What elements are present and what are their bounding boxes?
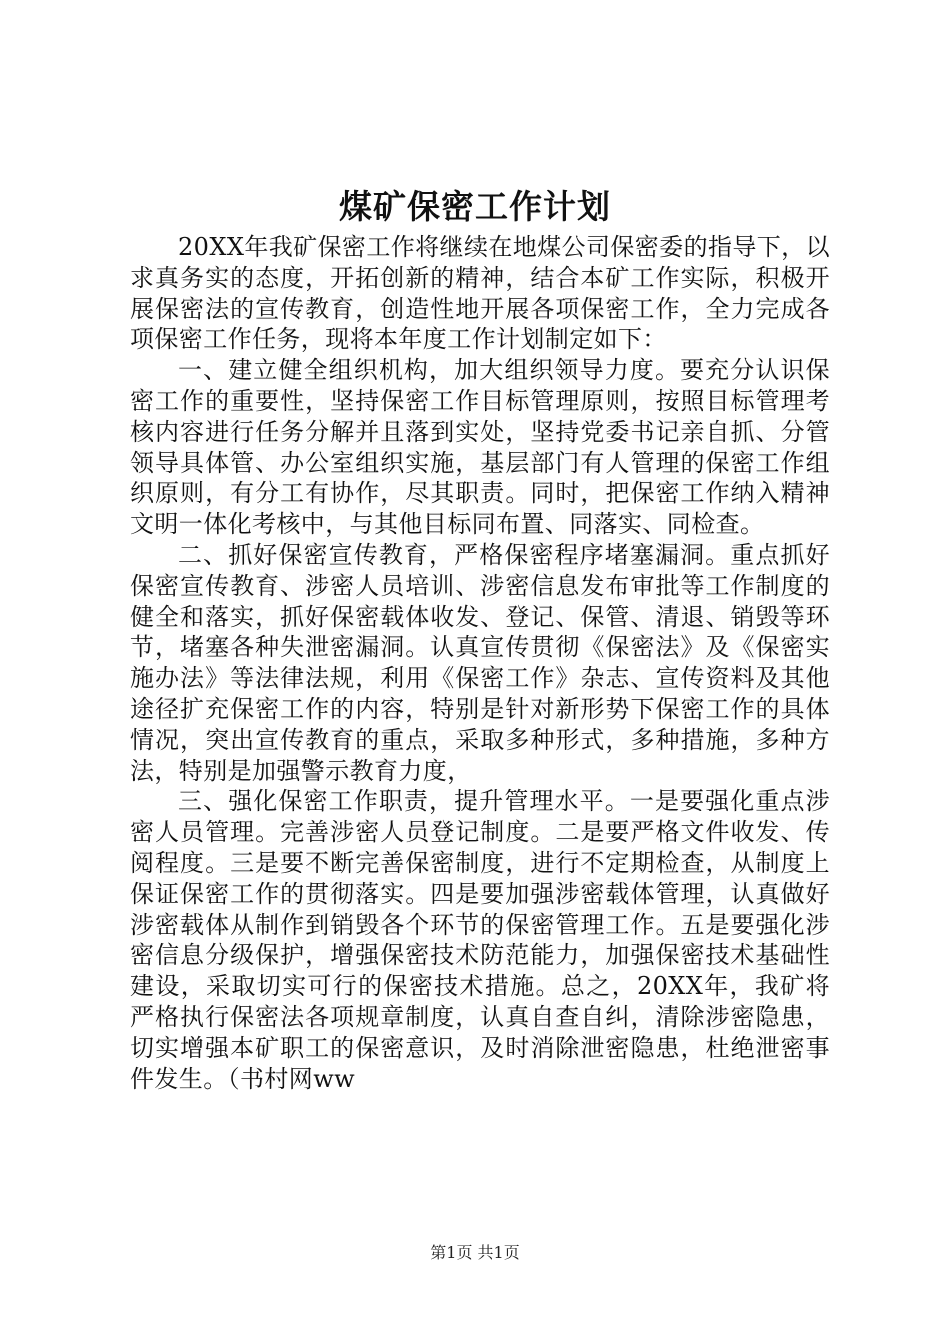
document-body xyxy=(130,232,830,1094)
paragraph-section-3: 三、强化保密工作职责，提升管理水平。一是要强化重点涉密人员管理。完善涉密人员登记制度。二是要严格文件收发、传阅程度。三是要不断完善保密制度，进行不定期检查，从制度上保证保密工作的贯彻落实。四是要加强涉密载体管理，认真做好涉密载体从制作到销毁各个环节的保密管理工作。五是要强化涉密信息分级保护，增强保密技术防范能力，加强保密技术基础性建设，采取切实可行的保密技术措施。总之，20XX年，我矿将严格执行保密法各项规章制度，认真自查自纠，清除涉密隐患，切实增强本矿职工的保密意识，及时消除泄密隐患，杜绝泄密事件发生。（书村网ww xyxy=(130,787,830,1093)
document-title: 煤矿保密工作计划 xyxy=(339,187,611,226)
paragraph-section-2: 二、抓好保密宣传教育，严格保密程序堵塞漏洞。重点抓好保密宣传教育、涉密人员培训、涉密信息发布审批等工作制度的健全和落实，抓好保密载体收发、登记、保管、清退、销毁等环节，堵塞各种失泄密漏洞。认真宣传贯彻《保密法》及《保密实施办法》等法律法规，利用《保密工作》杂志、宣传资料及其他途径扩充保密工作的内容，特别是针对新形势下保密工作的具体情况，突出宣传教育的重点，采取多种形式，多种措施，多种方法，特别是加强警示教育力度， xyxy=(130,540,830,785)
page-footer: 第1页 共1页 xyxy=(430,1243,520,1262)
paragraph-section-1: 一、建立健全组织机构，加大组织领导力度。要充分认识保密工作的重要性，坚持保密工作目标管理原则，按照目标管理考核内容进行任务分解并且落到实处，坚持党委书记亲自抓、分管领导具体管、办公室组织实施，基层部门有人管理的保密工作组织原则，有分工有协作，尽其职责。同时，把保密工作纳入精神文明一体化考核中，与其他目标同布置、同落实、同检查。 xyxy=(130,356,830,539)
paragraph-intro: 20XX年我矿保密工作将继续在地煤公司保密委的指导下，以求真务实的态度，开拓创新的精神，结合本矿工作实际，积极开展保密法的宣传教育，创造性地开展各项保密工作，全力完成各项保密工作任务，现将本年度工作计划制定如下： xyxy=(130,233,830,354)
